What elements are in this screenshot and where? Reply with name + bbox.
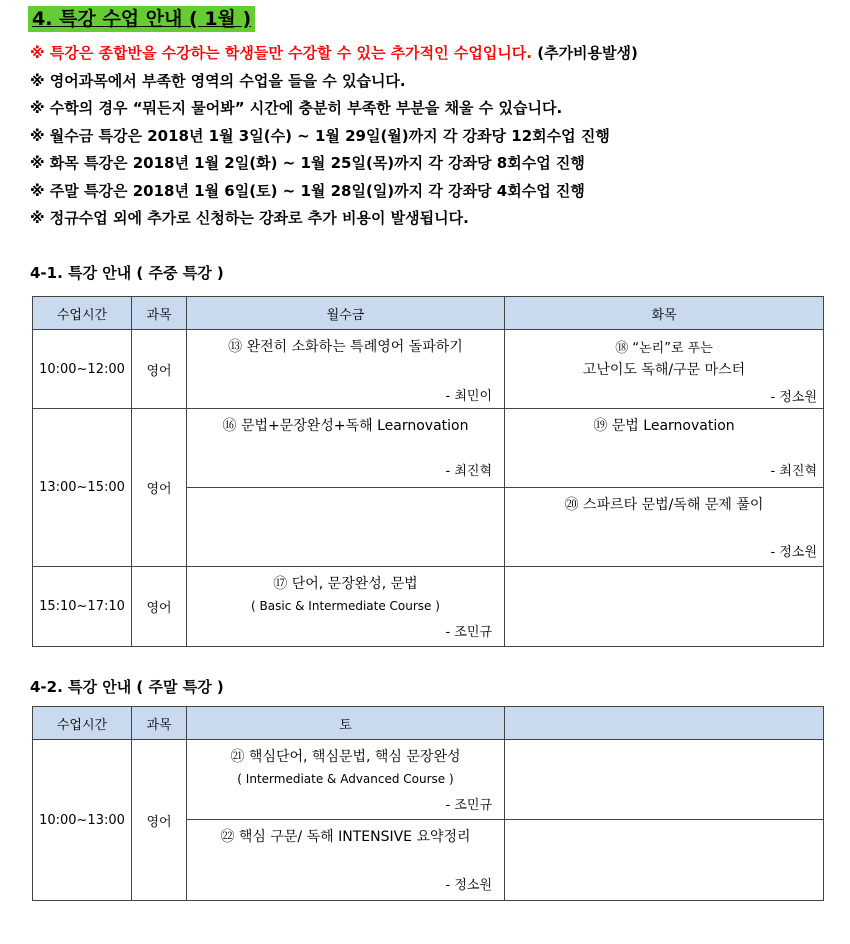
- teacher-name: - 조민규: [445, 625, 492, 640]
- page-title: 4. 특강 수업 안내 ( 1월 ): [28, 6, 255, 32]
- notice-line: ※ 화목 특강은 2018년 1월 2일(화) ~ 1월 25일(목)까지 각 강좌당 8회수업 진행: [30, 154, 585, 172]
- class-cell: [505, 409, 824, 488]
- notice-red-text: ※ 특강은 종합반을 수강하는 학생들만 수강할 수 있는 추가적인 수업입니다.: [30, 44, 532, 62]
- teacher-name: - 정소원: [770, 390, 817, 405]
- empty-cell: [505, 820, 824, 901]
- teacher-name: - 최진혁: [445, 464, 492, 479]
- header-time: 수업시간: [33, 707, 132, 740]
- table-row: [33, 740, 824, 820]
- header-mwf: 월수금: [187, 297, 505, 330]
- time-cell: 15:10~17:10: [33, 567, 132, 647]
- notice-line: ※ 주말 특강은 2018년 1월 6일(토) ~ 1월 28일(일)까지 각 강좌당 4회수업 진행: [30, 181, 585, 200]
- class-cell: [187, 330, 505, 409]
- teacher-name: - 조민규: [445, 798, 492, 813]
- header-tt: 화목: [505, 297, 824, 330]
- class-course: ( Intermediate & Advanced Course ): [237, 772, 454, 786]
- notice-red-line: [30, 40, 830, 68]
- notice-line: ※ 정규수업 외에 추가로 신청하는 강좌로 추가 비용이 발생됩니다.: [30, 209, 469, 227]
- time-cell: 10:00~13:00: [33, 740, 132, 901]
- empty-cell: [505, 740, 824, 820]
- empty-cell: [187, 488, 505, 567]
- weekday-section-heading: 4-1. 특강 안내 ( 주중 특강 ): [30, 264, 224, 282]
- class-title: ㉒ 핵심 구문/ 독해 INTENSIVE 요약정리: [220, 829, 471, 845]
- time-cell: 13:00~15:00: [33, 409, 132, 567]
- notice-red-suffix: (추가비용발생): [537, 44, 638, 62]
- subject-cell: 영어: [132, 409, 187, 567]
- class-title: ⑯ 문법+문장완성+독해 Learnovation: [222, 418, 469, 434]
- class-title: ⑳ 스파르타 문법/독해 문제 풀이: [564, 497, 764, 513]
- header-sat: 토: [187, 707, 505, 740]
- header-empty: [505, 707, 824, 740]
- notice-list: [30, 40, 830, 233]
- subject-cell: 영어: [132, 330, 187, 409]
- subject-cell: 영어: [132, 567, 187, 647]
- table-row: [33, 409, 824, 488]
- class-cell: [187, 409, 505, 488]
- class-course: ( Basic & Intermediate Course ): [251, 599, 440, 613]
- table-row: [33, 567, 824, 647]
- teacher-name: - 최진혁: [770, 464, 817, 479]
- weekend-section-heading: 4-2. 특강 안내 ( 주말 특강 ): [30, 678, 224, 696]
- class-cell: [505, 488, 824, 567]
- weekday-schedule-table: [32, 296, 824, 647]
- notice-line: ※ 월수금 특강은 2018년 1월 3일(수) ~ 1월 29일(월)까지 각 강좌당 12회수업 진행: [30, 126, 610, 145]
- class-title: ⑬ 완전히 소화하는 특례영어 돌파하기: [228, 339, 463, 355]
- class-cell: [187, 567, 505, 647]
- header-subject: 과목: [132, 707, 187, 740]
- teacher-name: - 최민이: [445, 389, 492, 404]
- class-title-line2: 고난이도 독해/구문 마스터: [582, 362, 746, 378]
- class-title: ⑱ “논리”로 푸는: [615, 341, 713, 356]
- class-title: ⑲ 문법 Learnovation: [593, 418, 735, 434]
- time-cell: 10:00~12:00: [33, 330, 132, 409]
- table-row: [33, 330, 824, 409]
- class-cell: [505, 330, 824, 409]
- header-subject: 과목: [132, 297, 187, 330]
- empty-cell: [505, 567, 824, 647]
- subject-cell: 영어: [132, 740, 187, 901]
- teacher-name: - 정소원: [445, 878, 492, 893]
- class-cell: [187, 820, 505, 901]
- notice-line: ※ 수학의 경우 “뭐든지 물어봐” 시간에 충분히 부족한 부분을 채울 수 있습니다.: [30, 99, 563, 117]
- class-cell: [187, 740, 505, 820]
- weekend-schedule-table: [32, 706, 824, 901]
- notice-line: ※ 영어과목에서 부족한 영역의 수업을 들을 수 있습니다.: [30, 71, 406, 90]
- class-title: ㉑ 핵심단어, 핵심문법, 핵심 문장완성: [230, 749, 461, 765]
- class-title: ⑰ 단어, 문장완성, 문법: [273, 576, 418, 592]
- teacher-name: - 정소원: [770, 545, 817, 560]
- header-time: 수업시간: [33, 297, 132, 330]
